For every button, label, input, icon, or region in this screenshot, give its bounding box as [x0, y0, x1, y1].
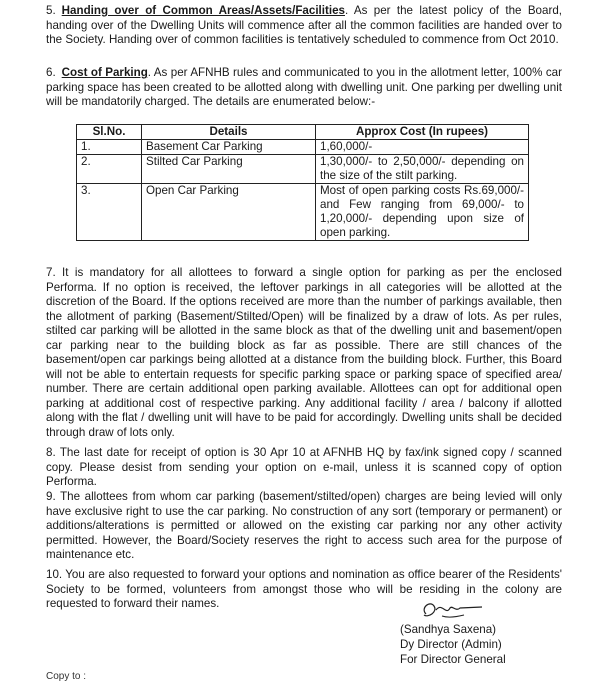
signatory-name: (Sandhya Saxena) — [400, 623, 497, 636]
row-3-cost: Most of open parking costs Rs.69,000/- and Few ranging from 69,000/- to 1,20,000/- depending upon size of open parking. — [316, 184, 529, 241]
row-2-sl: 2. — [77, 155, 142, 184]
signatory-designation: Dy Director (Admin) — [400, 638, 502, 651]
table-row — [77, 184, 529, 241]
handwritten-signature — [412, 596, 502, 622]
paragraph-9: 9. The allottees from whom car parking (basement/stilted/open) charges are being levied will only have exclusive right to use the car parking. No construction of any sort (temporary or permanent) or additions/alterations is permitted or allowed on the existing car parking nor any other activity permitted. However, the Board/Society reserves the right to access such area for the purpose of maintenance etc. — [46, 490, 562, 561]
row-3-details: Open Car Parking — [142, 184, 316, 241]
paragraph-7: 7. It is mandatory for all allottees to forward a single option for parking as per the enclosed Performa. If no option is received, the leftover parkings in all categories will be allotted at the discretion of the Board. If the options received are more than the number of parkings available, then the allotment of parking (Basement/Stilted/Open) will be finalized by a draw of lots. As per rules, stilted car parking will be allotted in the same block as that of the dwelling unit and basement/open car parking near to the building block as far as possible. There are still chances of the basement/open car parkings being allotted at a distance from the building block. Further, this Board will not be able to entertain requests for specific parking space or parking space of specified area/ number. There are certain additional open parking available. Allottees can opt for additional open parking at additional cost of respective parking. Any additional facility / area / balcony if allotted along with the flat / dwelling unit will have to be paid for accordingly. Dwelling units shall be decided through draw of lots only. — [46, 266, 562, 439]
paragraph-6-heading: Cost of Parking — [61, 66, 148, 79]
row-3-sl: 3. — [77, 184, 142, 241]
paragraph-5-number: 5. — [46, 4, 56, 17]
row-1-details: Basement Car Parking — [142, 140, 316, 155]
row-2-details: Stilted Car Parking — [142, 155, 316, 184]
header-details: Details — [142, 125, 316, 140]
copy-to-label: Copy to : — [46, 671, 87, 682]
signatory-for-line: For Director General — [400, 653, 506, 666]
paragraph-5-text: . As per the latest policy of the Board, handing over of the Dwelling Units will commence after all the common facilities are handed over to the Society. Handing over of common facilities is tentatively scheduled to commence from Oct 2010. — [46, 4, 562, 46]
paragraph-5-heading: Handing over of Common Areas/Assets/Facilities — [61, 4, 345, 17]
row-2-cost: 1,30,000/- to 2,50,000/- depending on the size of the stilt parking. — [316, 155, 529, 184]
parking-cost-table — [76, 124, 529, 241]
row-1-cost: 1,60,000/- — [316, 140, 529, 155]
paragraph-6 — [46, 66, 562, 110]
header-sl-no: Sl.No. — [77, 125, 142, 140]
row-1-sl: 1. — [77, 140, 142, 155]
signature-block — [400, 596, 580, 667]
table-row — [77, 155, 529, 184]
paragraph-6-number: 6. — [46, 66, 56, 79]
paragraph-5 — [46, 4, 562, 48]
table-header-row — [77, 125, 529, 140]
paragraph-8: 8. The last date for receipt of option is 30 Apr 10 at AFNHB HQ by fax/ink signed copy / scanned copy. Please desist from sending your option on e-mail, unless it is scanned copy of option Performa. — [46, 446, 562, 488]
table-row — [77, 140, 529, 155]
header-approx-cost: Approx Cost (In rupees) — [316, 125, 529, 140]
paragraph-6-text: . As per AFNHB rules and communicated to you in the allotment letter, 100% car parking space has been created to be allotted along with dwelling unit. One parking per dwelling unit will be mandatorily charged. The details are enumerated below:- — [46, 66, 562, 108]
paragraph-10: 10. You are also requested to forward your options and nomination as office bearer of the Residents' Society to be formed, volunteers from amongst those who will be residing in the colony are requested to forward their names. — [46, 568, 562, 610]
